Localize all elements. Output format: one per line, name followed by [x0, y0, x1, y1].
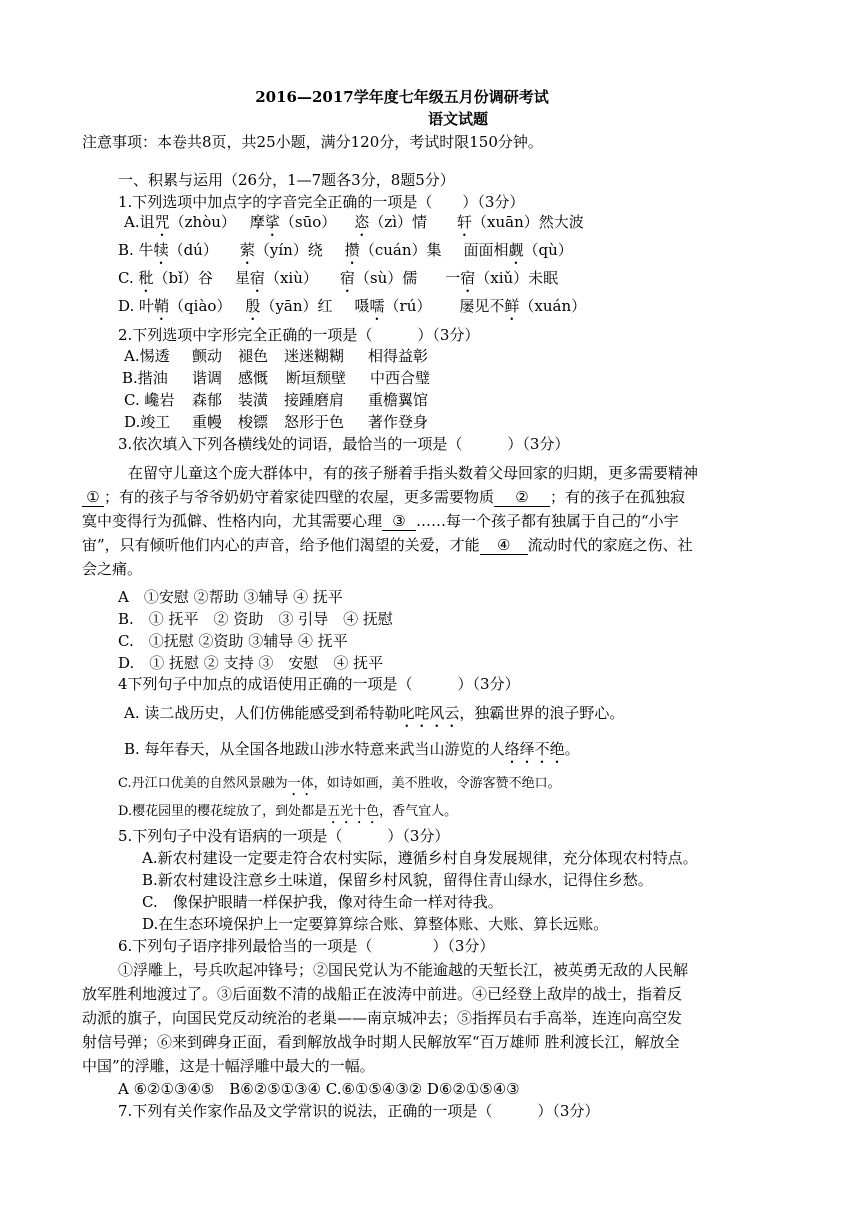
- text: ；有的孩子在孤独寂: [550, 488, 686, 506]
- text: （xiù）: [264, 269, 318, 287]
- dotted-char: 犊: [153, 241, 169, 259]
- word: 相得益彰: [368, 347, 429, 365]
- text: （xiǔ）未眠: [475, 269, 559, 287]
- word: 森郁: [192, 391, 223, 409]
- dotted-idiom: 叱咤风云: [399, 704, 460, 722]
- dotted-char: 挲: [264, 213, 280, 231]
- blank-4[interactable]: ④: [480, 536, 528, 555]
- text: A. 读二战历史，人们仿佛能感受到希特勒: [124, 704, 400, 722]
- text: C.: [118, 269, 139, 287]
- dotted-char: 轩: [457, 213, 473, 231]
- word: 怒形于色: [284, 413, 345, 431]
- text: ；有的孩子与爷爷奶奶守着家徒四壁的农屋，更多需要物质: [104, 488, 495, 506]
- question-4-option-a[interactable]: [124, 702, 624, 731]
- word: C. 巉岩: [124, 391, 175, 409]
- text: 面面相: [463, 241, 509, 259]
- dotted-char: 鞘: [154, 297, 170, 315]
- dotted-char: 恣: [354, 213, 370, 231]
- text: ，香气宜人。: [379, 804, 458, 819]
- text: （sūo）: [279, 213, 337, 231]
- text: （cuán）集: [359, 241, 442, 259]
- dotted-char: 鲜: [504, 297, 520, 315]
- question-6-passage-line: 动派的旗子，向国民党反动统治的老巢——南京城冲去；⑤指挥员右手高举，连连向高空发: [82, 1009, 683, 1027]
- word: 重幔: [192, 413, 223, 431]
- word: B.揩油: [122, 369, 168, 387]
- text: （zì）情: [369, 213, 428, 231]
- text: （qù）: [523, 241, 573, 259]
- question-6-stem: 6.下列句子语序排列最恰当的一项是（ ）（3分）: [118, 937, 495, 955]
- word: 感慨: [238, 369, 269, 387]
- word: A.惕透: [124, 347, 170, 365]
- text: 寞中变得行为孤僻、性格内向，尤其需要心理: [82, 512, 383, 530]
- question-3-option-b[interactable]: B. ① 抚平 ② 资助 ③ 引导 ④ 抚慰: [118, 610, 393, 628]
- text: （yān）红: [260, 297, 333, 315]
- word: 接踵磨肩: [284, 391, 345, 409]
- text: 流动时代的家庭之伤、社: [527, 536, 693, 554]
- question-1-stem: 1.下列选项中加点字的字音完全正确的一项是（ ）（3分）: [118, 193, 525, 211]
- text: 屡见不: [459, 297, 505, 315]
- question-3-option-c[interactable]: C. ①抚慰 ②资助 ③辅导 ④ 抚平: [118, 632, 348, 650]
- question-3-option-d[interactable]: D. ① 抚慰 ② 支持 ③ 安慰 ④ 抚平: [118, 654, 384, 672]
- word: 著作登身: [368, 413, 429, 431]
- text: 。: [564, 740, 580, 758]
- text: 宙”，只有倾听他们内心的声音，给予他们渴望的关爱，才能: [82, 536, 480, 554]
- question-2-option-c[interactable]: [124, 389, 428, 410]
- text: （xuán）: [519, 297, 587, 315]
- question-3-passage-line: [82, 510, 679, 531]
- question-3-passage-line: 在留守儿童这个庞大群体中，有的孩子掰着手指头数着父母回家的归期，更多需要精神: [128, 464, 699, 482]
- question-6-passage-line: 射信号弹；⑥来到碑身正面，看到解放战争时期人民解放军“百万雄师 胜利渡长江，解放全: [82, 1033, 680, 1051]
- dotted-char: 宿: [460, 269, 476, 287]
- question-2-option-a[interactable]: [124, 345, 428, 366]
- question-7-stem: 7.下列有关作家作品及文学常识的说法，正确的一项是（ ）（3分）: [118, 1102, 600, 1120]
- blank-2[interactable]: ②: [494, 488, 550, 507]
- text: （zhòu）: [169, 213, 236, 231]
- section-heading: 一、积累与运用（26分，1—7题各3分，8题5分）: [118, 171, 455, 189]
- question-1-option-a[interactable]: A.诅咒（zhòu） 摩挲（sūo） 恣（zì）情 轩（xuān）然大波: [124, 213, 584, 231]
- text: D. 叶: [118, 297, 155, 315]
- question-4-option-d[interactable]: [118, 800, 457, 827]
- question-5-option-b[interactable]: B.新农村建设注意乡土味道，保留乡村风貌，留得住青山绿水，记得住乡愁。: [142, 871, 653, 889]
- dotted-idiom: 五光十色: [327, 804, 380, 819]
- word: 迷迷糊糊: [284, 347, 345, 365]
- question-3-option-a[interactable]: A ①安慰 ②帮助 ③辅导 ④ 抚平: [118, 588, 343, 606]
- blank-1[interactable]: ①: [82, 488, 104, 507]
- text: ……每一个孩子都有独属于自己的“小宇: [416, 512, 679, 530]
- question-5-option-a[interactable]: A.新农村建设一定要走符合农村实际，遵循乡村自身发展规律，充分体现农村特点。: [142, 849, 698, 867]
- text: B. 牛: [118, 241, 154, 259]
- word: 褪色: [238, 347, 269, 365]
- text: （qiào）: [169, 297, 232, 315]
- text: ，独霸世界的浪子野心。: [459, 704, 625, 722]
- question-3-passage-line: [82, 486, 685, 507]
- question-1-option-b[interactable]: [118, 239, 573, 268]
- dotted-char: 嚅: [369, 297, 385, 315]
- question-5-option-c[interactable]: C. 像保护眼睛一样保护我，像对待生命一样对待我。: [142, 893, 503, 911]
- text: D.樱花园里的樱花绽放了，到处都是: [118, 804, 328, 819]
- dotted-char: 觑: [508, 241, 524, 259]
- text: （dú）: [168, 241, 218, 259]
- exam-title: 2016—2017学年度七年级五月份调研考试: [255, 88, 549, 106]
- question-6-passage-line: 中国”的浮雕，这是十幅浮雕中最大的一幅。: [82, 1057, 375, 1075]
- question-3-passage-line: 会之痛。: [82, 560, 143, 578]
- question-6-options[interactable]: A ⑥②①③④⑤ B⑥②⑤①③④ C.⑥①⑤④③② D⑥②①⑤④③: [118, 1080, 520, 1098]
- question-1-option-d[interactable]: D. 叶鞘（qiào） 殷（yān）红 嗫嚅（rú） 屡见不鲜（xuán）: [118, 297, 587, 315]
- question-2-stem: 2.下列选项中字形完全正确的一项是（ ）（3分）: [118, 326, 480, 344]
- question-6-passage-line: 放军胜利地渡过了。③后面数不清的战船正在波涛中前进。④已经登上敌岸的战士，指着反: [82, 985, 683, 1003]
- exam-subtitle: 语文试题: [427, 110, 488, 128]
- question-4-stem: 4下列句子中加点的成语使用正确的一项是（ ）（3分）: [118, 675, 520, 693]
- question-4-option-c[interactable]: [118, 772, 561, 799]
- text: （rú）: [384, 297, 432, 315]
- text: A.诅: [124, 213, 155, 231]
- text: 星: [234, 269, 250, 287]
- text: （xuān）然大波: [472, 213, 584, 231]
- text: （yín）绕: [254, 241, 323, 259]
- exam-notice: 注意事项：本卷共8页，共25小题，满分120分，考试时限150分钟。: [82, 133, 543, 151]
- question-5-option-d[interactable]: D.在生态环境保护上一定要算算综合账、算整体账、大账、算长远账。: [142, 915, 609, 933]
- word: 断垣颓壁: [286, 369, 347, 387]
- word: 颤动: [192, 347, 223, 365]
- text: （sù）儒: [354, 269, 418, 287]
- question-2-option-d[interactable]: [124, 411, 428, 432]
- word: 重檐翼馆: [368, 391, 429, 409]
- text: ，如诗如画，美不胜收，令游客赞不绝口。: [313, 776, 561, 791]
- question-3-stem: 3.依次填入下列各横线处的词语，最恰当的一项是（ ）（3分）: [118, 435, 570, 453]
- blank-3[interactable]: ③: [382, 512, 416, 531]
- word: D.竣工: [124, 413, 171, 431]
- text: 一: [445, 269, 461, 287]
- question-1-option-c[interactable]: [118, 267, 558, 296]
- dotted-char: 萦: [239, 241, 255, 259]
- word: 谐调: [192, 369, 223, 387]
- question-2-option-b[interactable]: [122, 367, 430, 388]
- question-3-passage-line: [82, 534, 693, 555]
- dotted-idiom: 络绎不绝: [504, 740, 565, 758]
- question-4-option-b[interactable]: [124, 738, 580, 767]
- dotted-char: 宿: [339, 269, 355, 287]
- dotted-char: 殷: [245, 297, 261, 315]
- word: 梭镖: [238, 413, 269, 431]
- dotted-char: 咒: [154, 213, 170, 231]
- dotted-char: 宿: [249, 269, 265, 287]
- word: 装潢: [238, 391, 269, 409]
- dotted-char: 攒: [344, 241, 360, 259]
- text: （bǐ）谷: [153, 269, 213, 287]
- question-6-passage-line: ①浮雕上，号兵吹起冲锋号；②国民党认为不能逾越的天堑长江，被英勇无敌的人民解: [118, 961, 689, 979]
- text: C.丹江口优美的自然风景融为: [118, 776, 288, 791]
- word: 中西合璧: [370, 369, 431, 387]
- text: B. 每年春天，从全国各地跋山涉水特意来武当山游览的人: [124, 740, 505, 758]
- dotted-idiom: 一体: [287, 776, 314, 791]
- dotted-char: 秕: [138, 269, 154, 287]
- question-5-stem: 5.下列句子中没有语病的一项是（ ）（3分）: [118, 827, 450, 845]
